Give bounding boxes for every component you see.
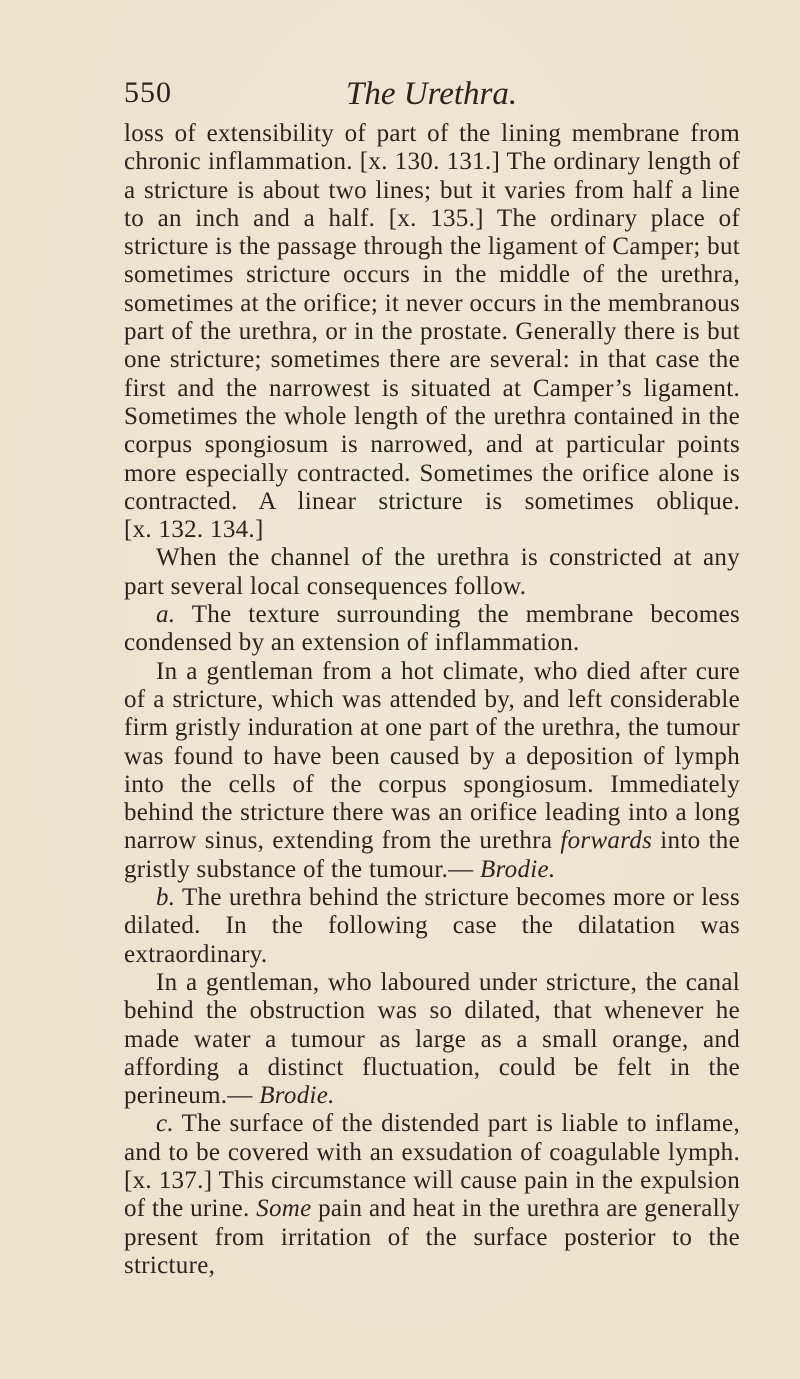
list-marker: a. [156, 601, 176, 629]
paragraph-7: c. The surface of the distended part is liable to inflame, and to be covered with an exsudation of coagulable lymph. [x. 137.] This circumstance will cause pain in the expulsion of the urine. Some pain and heat in the urethra are generally present from irritation of the surface posterior to the stricture, [124, 1110, 740, 1279]
attribution: Brodie. [480, 855, 556, 883]
attribution: Brodie. [259, 1082, 335, 1110]
paragraph-5: b. The urethra behind the stricture becomes more or less dilated. In the following case the dilatation was extraordinary. [124, 884, 740, 968]
figure-reference: [x. 137.] [124, 1166, 213, 1194]
paragraph-6: In a gentleman, who laboured under stricture, the canal behind the obstruction was so dilated, that whenever he made water a tumour as large as a small orange, and affording a distinct fluctuation, could be felt in the perineum.— Brodie. [124, 968, 740, 1110]
paragraph-1: loss of extensibility of part of the lining membrane from chronic inflammation. [x. 130. 131.] The ordinary length of a stricture is about two lines; but it varies from half a line to an inch and a half. [x. 135.] The ordinary place of stricture is the passage through the ligament of Camper; but sometimes stricture occurs in the middle of the urethra, sometimes at the orifice; it never occurs in the membranous part of the urethra, or in the prostate. Generally there is but one stricture; sometimes there are several: in that case the first and the narrowest is situated at Camper’s ligament. Sometimes the whole length of the urethra contained in the corpus spongiosum is narrowed, and at particular points more especially contracted. Sometimes the orifice alone is contracted. A linear stricture is sometimes oblique. [x. 132. 134.] [124, 120, 741, 544]
paragraph-3: a. The texture surrounding the membrane becomes condensed by an extension of inflammation. [124, 601, 740, 657]
page-number: 550 [124, 76, 172, 109]
figure-reference: [x. 132. 134.] [124, 516, 264, 544]
list-marker: c. [156, 1110, 174, 1138]
figure-reference: [x. 130. 131.] [359, 148, 501, 176]
body-text [124, 120, 740, 1280]
list-marker: b. [156, 884, 176, 912]
running-title: The Urethra. [346, 76, 518, 112]
figure-reference: [x. 135.] [388, 204, 484, 232]
running-head [124, 76, 760, 116]
paragraph-2: When the channel of the urethra is constricted at any part several local consequences follow. [124, 544, 740, 600]
paragraph-4: In a gentleman from a hot climate, who died after cure of a stricture, which was attended by, and left considerable firm gristly induration at one part of the urethra, the tumour was found to have been caused by a deposition of lymph into the cells of the corpus spongiosum. Immediately behind the stricture there was an orifice leading into a long narrow sinus, extending from the urethra forwards into the gristly substance of the tumour.— Brodie. [124, 657, 740, 883]
